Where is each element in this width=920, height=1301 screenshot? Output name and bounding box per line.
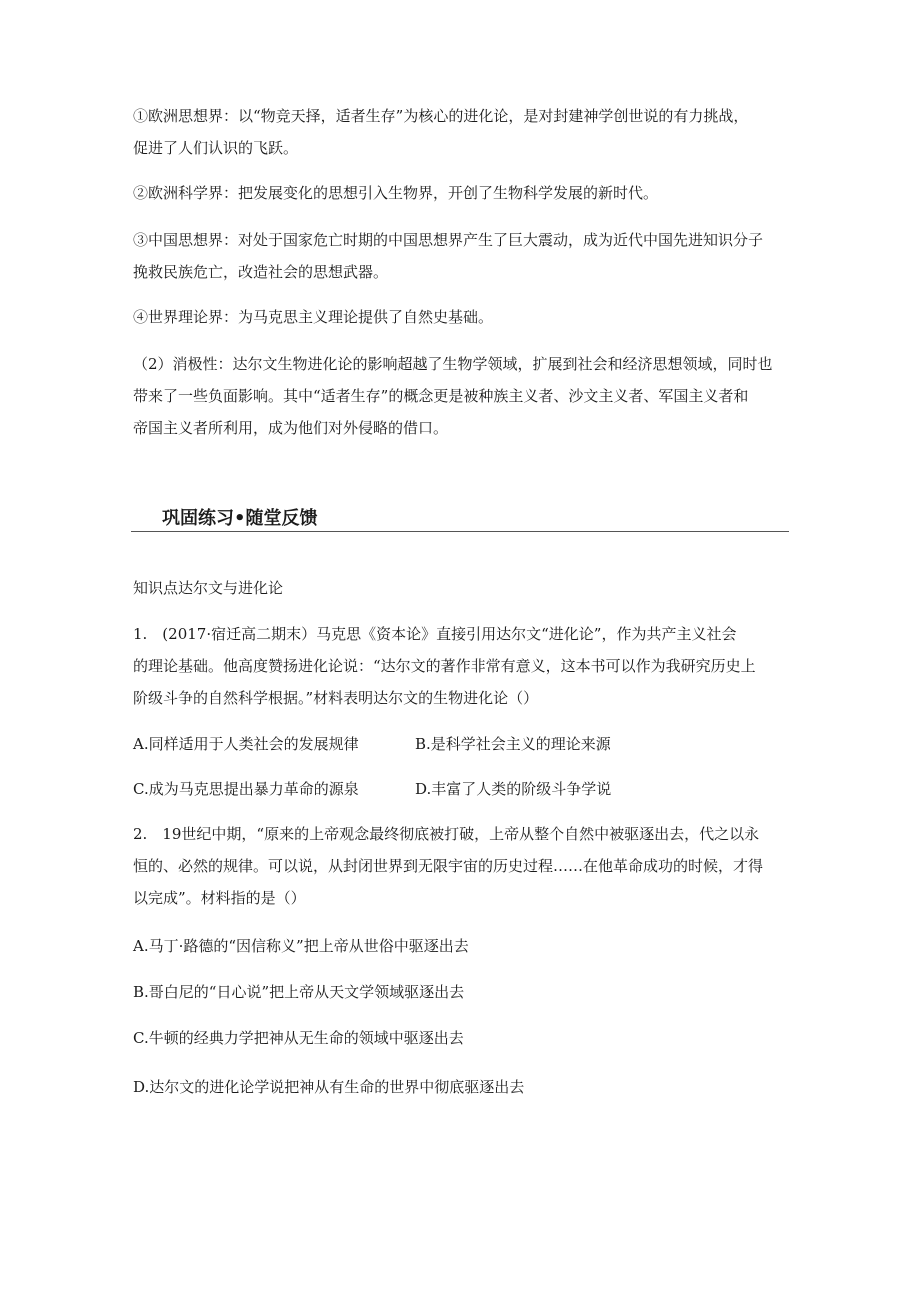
question-1-option-a[interactable]: A.同样适用于人类社会的发展规律: [133, 735, 359, 753]
question-2-option-a[interactable]: A.马丁·路德的“因信称义”把上帝从世俗中驱逐出去: [133, 937, 469, 955]
question-1-line-3: 阶级斗争的自然科学根据。”材料表明达尔文的生物进化论（）: [133, 689, 539, 707]
question-1-option-b[interactable]: B.是科学社会主义的理论来源: [415, 735, 611, 753]
question-2-option-d[interactable]: D.达尔文的进化论学说把神从有生命的世界中彻底驱逐出去: [133, 1078, 525, 1096]
question-1-options-row-1: [133, 728, 793, 760]
question-1-line-2: 的理论基础。他高度赞扬进化论说：“达尔文的著作非常有意义，这本书可以作为我研究历史上: [133, 657, 756, 675]
impact-item-3-line-2: 挽救民族危亡，改造社会的思想武器。: [133, 263, 389, 281]
impact-item-1: [133, 100, 793, 164]
negative-impact-line-2: 带来了一些负面影响。其中“适者生存”的概念更是被种族主义者、沙文主义者、军国主义者和: [133, 387, 749, 405]
question-1-option-d[interactable]: D.丰富了人类的阶级斗争学说: [415, 780, 612, 798]
question-2-line-1: 2. 19世纪中期，“原来的上帝观念最终彻底被打破，上帝从整个自然中被驱逐出去，代之以永: [133, 825, 760, 843]
negative-impact-line-1: （2）消极性：达尔文生物进化论的影响超越了生物学领域，扩展到社会和经济思想领域，同时也: [133, 355, 773, 373]
question-1-option-c[interactable]: C.成为马克思提出暴力革命的源泉: [133, 780, 359, 798]
negative-impact: [133, 348, 793, 444]
section-title: 巩固练习•随堂反馈: [162, 508, 318, 529]
impact-item-1-line-2: 促进了人们认识的飞跃。: [133, 139, 299, 157]
question-2-line-2: 恒的、必然的规律。可以说，从封闭世界到无限宇宙的历史过程……在他革命成功的时候，才得: [133, 857, 764, 875]
negative-impact-line-3: 帝国主义者所利用，成为他们对外侵略的借口。: [133, 419, 449, 437]
question-2-option-c[interactable]: C.牛顿的经典力学把神从无生命的领域中驱逐出去: [133, 1029, 464, 1047]
question-1-line-1: 1. (2017·宿迁高二期末）马克思《资本论》直接引用达尔文“进化论”，作为共产主义社会: [133, 625, 737, 643]
section-divider: [131, 531, 789, 532]
question-1-stem: [133, 618, 793, 714]
question-2-option-b[interactable]: B.哥白尼的“日心说”把上帝从天文学领域驱逐出去: [133, 983, 465, 1001]
impact-item-1-line-1: ①欧洲思想界：以“物竞天择，适者生存”为核心的进化论，是对封建神学创世说的有力挑战，: [133, 107, 749, 125]
impact-item-4: ④世界理论界：为马克思主义理论提供了自然史基础。: [133, 308, 494, 326]
impact-item-3: [133, 224, 793, 288]
impact-item-3-line-1: ③中国思想界：对处于国家危亡时期的中国思想界产生了巨大震动，成为近代中国先进知识分子: [133, 231, 764, 249]
question-2-line-3: 以完成”。材料指的是（）: [133, 889, 306, 907]
impact-item-2: ②欧洲科学界：把发展变化的思想引入生物界，开创了生物科学发展的新时代。: [133, 184, 659, 202]
question-1-options-row-2: [133, 773, 793, 805]
knowledge-topic: 知识点达尔文与进化论: [133, 579, 284, 597]
question-2-stem: [133, 818, 793, 914]
